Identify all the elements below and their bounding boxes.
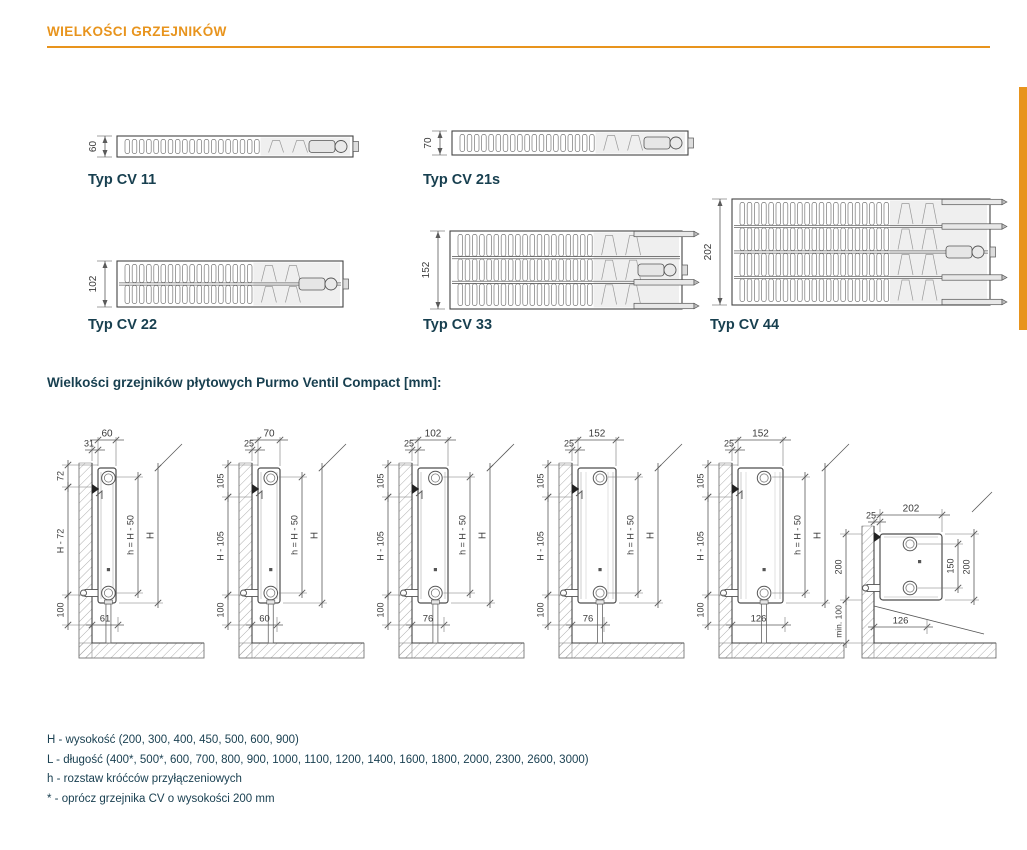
dim-label: h = H - 50 [625,515,636,555]
dimension-drawing-cv22 [372,428,537,680]
type-label-cv44: Typ CV 44 [710,317,780,333]
legend-line-height: H - wysokość (200, 300, 400, 450, 500, 600, 900) [47,734,299,746]
side-view-svg [372,428,537,680]
side-view-svg [52,428,217,680]
dim-label: h = H - 50 [457,515,468,555]
page-edge-tab [1019,87,1027,330]
dim-label: H - 105 [375,531,386,561]
dimension-drawing-cv44-depth [834,428,1020,680]
dim-label: 126 [750,613,767,625]
depth-dim-label: 60 [88,140,99,153]
side-view-svg [532,428,697,680]
dim-label: 200 [834,559,844,575]
cross-section-svg [83,131,371,162]
dim-label: 70 [263,428,275,440]
dim-label: 105 [535,473,546,489]
dim-label: 200 [961,559,972,575]
dim-label: 60 [101,428,113,440]
dim-label: 105 [375,473,386,489]
corner-view-svg [834,428,1020,680]
radiator-cross-section-cv33 [416,226,700,314]
dim-label: 126 [892,615,909,627]
radiator-cross-section-cv21s [418,126,706,160]
dim-label: 100 [375,602,386,618]
dim-label: 76 [582,613,594,625]
wall-offset-label: 25 [563,438,575,449]
dim-label: H - 105 [695,531,706,561]
dim-label: h = H - 50 [125,515,136,555]
dim-label: 105 [695,473,706,489]
legend-line-spacing: h - rozstaw króćców przyłączeniowych [47,773,242,785]
dim-label: 60 [259,613,270,625]
dim-label: H - 105 [215,531,226,561]
dimension-drawing-cv21s [212,428,377,680]
page-title: WIELKOŚCI GRZEJNIKÓW [47,24,227,39]
cross-section-svg [418,126,706,160]
dim-label: H [645,531,657,540]
cross-section-svg [698,194,1008,310]
header-rule [47,46,990,48]
dim-label: 152 [752,428,769,440]
radiator-cross-section-cv22 [83,256,361,312]
side-view-svg [212,428,377,680]
dim-label: 100 [55,602,66,618]
radiator-cross-section-cv44 [698,194,1008,310]
type-label-cv21s: Typ CV 21s [423,172,501,188]
dim-label: H [309,531,321,540]
side-view-svg [692,428,857,680]
depth-dim-label: 70 [423,137,434,149]
depth-dim-label: 102 [88,275,99,293]
type-label-cv22: Typ CV 22 [88,317,158,333]
dim-label: H [812,531,824,540]
dim-label: 72 [55,470,66,482]
dim-label: 102 [424,428,442,440]
dimension-drawing-cv11 [52,428,217,680]
legend-line-asterisk: * - oprócz grzejnika CV o wysokości 200 mm [47,792,275,805]
dim-label: H - 72 [55,528,66,554]
type-label-cv11: Typ CV 11 [88,172,157,188]
dimension-drawing-cv33 [532,428,697,680]
wall-offset-label: 25 [243,438,255,449]
dim-label: 100 [215,602,226,618]
dim-label: H [145,531,157,540]
wall-offset-label: 25 [865,510,877,521]
dim-label: h = H - 50 [289,515,300,555]
depth-dim-label: 152 [421,261,432,279]
cross-section-svg [416,226,700,314]
dim-label: 150 [945,558,956,574]
dim-label: 100 [535,602,546,618]
cross-section-svg [83,256,361,312]
dim-label: 76 [422,613,434,625]
dimension-drawing-cv44 [692,428,857,680]
radiator-cross-section-cv11 [83,131,371,162]
section-heading: Wielkości grzejników płytowych Purmo Ventil Compact [mm]: [47,375,442,390]
dim-label: 105 [215,473,226,489]
dim-label: h = H - 50 [792,515,803,555]
dim-label: 202 [902,503,920,515]
wall-offset-label: 25 [403,438,415,449]
dim-label: H [477,531,489,540]
dim-label: 100 [695,602,706,618]
legend [47,731,589,809]
type-label-cv33: Typ CV 33 [423,317,493,333]
wall-offset-label: 25 [723,438,735,449]
dim-label: 152 [588,428,606,440]
depth-dim-label: 202 [703,243,714,261]
dim-label: 61 [99,613,111,625]
legend-line-length: L - długość (400*, 500*, 600, 700, 800, 900, 1000, 1100, 1200, 1400, 1600, 1800, 2000, 2300, 2600, 3000) [47,753,589,766]
wall-offset-label: 31 [83,438,95,449]
dim-label: H - 105 [535,531,546,561]
dim-label: min. 100 [834,605,844,638]
